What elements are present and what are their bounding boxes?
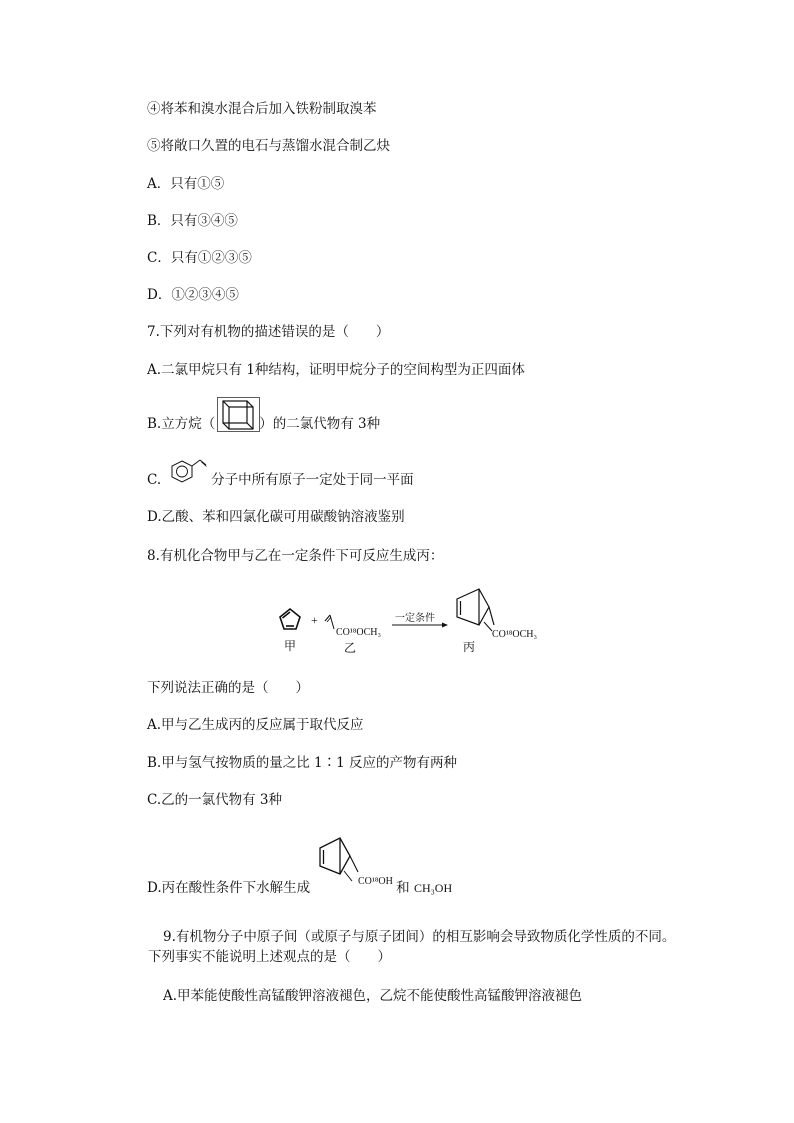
acid-group: CO¹⁸OH: [358, 876, 393, 887]
question-9-line-2: 下列事实不能说明上述观点的是（ ）: [148, 949, 391, 965]
q8-option-c: C.乙的一氯代物有 3种: [147, 792, 283, 808]
q8-option-a: A.甲与乙生成丙的反应属于取代反应: [147, 717, 364, 733]
label-jia: 甲: [284, 639, 297, 653]
question-7: 7.下列对有机物的描述错误的是（ ）: [147, 324, 390, 340]
choice-a: A．只有①⑤: [147, 176, 225, 192]
label-yi: 乙: [344, 641, 357, 655]
question-8-stem: 下列说法正确的是（ ）: [147, 680, 309, 696]
q7b-prefix: B.立方烷（: [147, 416, 216, 432]
question-8: 8.有机化合物甲与乙在一定条件下可反应生成丙：: [147, 548, 444, 564]
q7-option-d: D.乙酸、苯和四氯化碳可用碳酸钠溶液鉴别: [147, 509, 405, 525]
cubane-structure: [217, 397, 261, 433]
methanol-formula: CH₃OH: [413, 881, 453, 895]
q7c-suffix: 分子中所有原子一定处于同一平面: [211, 472, 414, 488]
option-line-4: ④将苯和溴水混合后加入铁粉制取溴苯: [147, 101, 377, 117]
q9-option-a: A.甲苯能使酸性高锰酸钾溶液褪色，乙烷不能使酸性高锰酸钾溶液褪色: [163, 988, 583, 1004]
plus-sign: +: [311, 613, 318, 627]
q8d-middle: 和: [396, 880, 414, 896]
reaction-condition: 一定条件: [395, 613, 435, 624]
q8-option-d: [147, 879, 452, 897]
label-bing: 丙: [463, 640, 476, 654]
choice-c: C．只有①②③⑤: [147, 250, 252, 266]
q7b-suffix: ）的二氯代物有 3种: [259, 416, 381, 432]
hydrolysis-product-structure: [316, 830, 406, 890]
choice-d: D．①②③④⑤: [147, 287, 239, 303]
styrene-structure: [168, 451, 212, 487]
q7-option-a: A.二氯甲烷只有 1种结构，证明甲烷分子的空间构型为正四面体: [147, 362, 525, 378]
question-9-line-1: 9.有机物分子中原子间（或原子与原子团间）的相互影响会导致物质化学性质的不同。: [163, 929, 676, 945]
reaction-scheme: [270, 585, 560, 655]
q7c-prefix: C.: [147, 472, 162, 488]
choice-b: B．只有③④⑤: [147, 213, 238, 229]
option-line-5: ⑤将敞口久置的电石与蒸馏水混合制乙炔: [147, 138, 390, 154]
product-ester-group: CO¹⁸OCH₃: [492, 629, 537, 640]
q8-option-b: B.甲与氢气按物质的量之比 1∶1 反应的产物有两种: [147, 755, 457, 771]
ester-group: CO¹⁸OCH₃: [336, 627, 381, 638]
q7-option-b: [147, 415, 380, 433]
q8d-prefix: D.丙在酸性条件下水解生成: [147, 880, 311, 896]
